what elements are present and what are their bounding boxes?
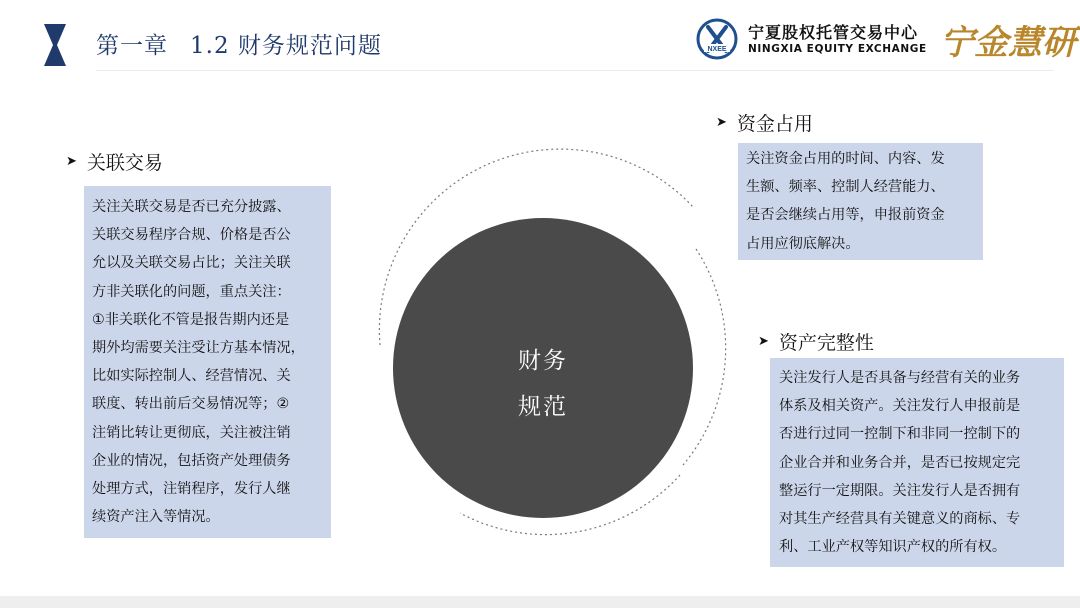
text-line: 是否会继续占用等，申报前资金 (746, 207, 945, 224)
arrow-bullet-icon: ➤ (66, 154, 77, 169)
asset-integrity-heading (758, 328, 874, 355)
text-line: 方非关联化的问题，重点关注： (92, 283, 291, 300)
chapter-label: 第一章 (96, 33, 168, 59)
funds-occupation-box (738, 143, 983, 260)
text-line: 允以及关联交易占比；关注关联 (92, 255, 291, 272)
text-line: 对其生产经营具有关键意义的商标、专 (779, 511, 1021, 528)
center-label-line1: 财务 (518, 348, 568, 374)
brush-text: 宁金慧研 (940, 23, 1076, 63)
footer-bar (0, 596, 1080, 608)
center-label-line2: 规范 (518, 394, 568, 420)
arrow-bullet-icon: ➤ (758, 334, 769, 349)
related-transactions-title: 关联交易 (86, 152, 163, 174)
asset-integrity-box (770, 358, 1064, 567)
logo-name-cn: 宁夏股权托管交易中心 (748, 23, 919, 42)
text-line: 注销比转让更彻底，关注被注销 (92, 424, 291, 441)
text-line: 企业合并和业务合并，是否已按规定完 (779, 454, 1021, 471)
section-label: 1.2 财务规范问题 (190, 33, 382, 59)
funds-occupation-title: 资金占用 (736, 113, 813, 135)
asset-integrity-title: 资产完整性 (778, 332, 874, 354)
related-transactions-heading (66, 148, 163, 175)
text-line: 体系及相关资产。关注发行人申报前是 (779, 398, 1021, 415)
arrow-bullet-icon: ➤ (716, 115, 727, 130)
text-line: 关联交易程序合规、价格是否公 (92, 227, 291, 244)
text-line: 期外均需要关注受让方基本情况， (92, 340, 305, 357)
center-label (483, 338, 603, 430)
text-line: 比如实际控制人、经营情况、关 (92, 368, 291, 385)
logo-name-en: NINGXIA EQUITY EXCHANGE (748, 43, 927, 55)
text-line: 生额、频率、控制人经营能力、 (746, 179, 945, 196)
text-line: 联度、转出前后交易情况等；② (92, 396, 290, 413)
text-line: 续资产注入等情况。 (92, 509, 220, 526)
text-line: 关注关联交易是否已充分披露、 (92, 199, 291, 215)
text-line: 关注资金占用的时间、内容、发 (746, 151, 945, 167)
text-line: 否进行过同一控制下和非同一控制下的 (779, 426, 1021, 443)
emblem-text: NXEE (707, 46, 727, 53)
text-line: 占用应彻底解决。 (746, 235, 860, 252)
related-transactions-box (84, 186, 331, 538)
text-line: 关注发行人是否具备与经营有关的业务 (779, 370, 1021, 386)
text-line: 整运行一定期限。关注发行人是否拥有 (779, 482, 1021, 499)
text-line: 企业的情况，包括资产处理债务 (92, 452, 291, 469)
funds-occupation-heading (716, 109, 813, 136)
text-line: 处理方式，注销程序，发行人继 (92, 481, 291, 498)
text-line: ①非关联化不管是报告期内还是 (92, 311, 290, 328)
text-line: 利、工业产权等知识产权的所有权。 (779, 539, 1007, 556)
